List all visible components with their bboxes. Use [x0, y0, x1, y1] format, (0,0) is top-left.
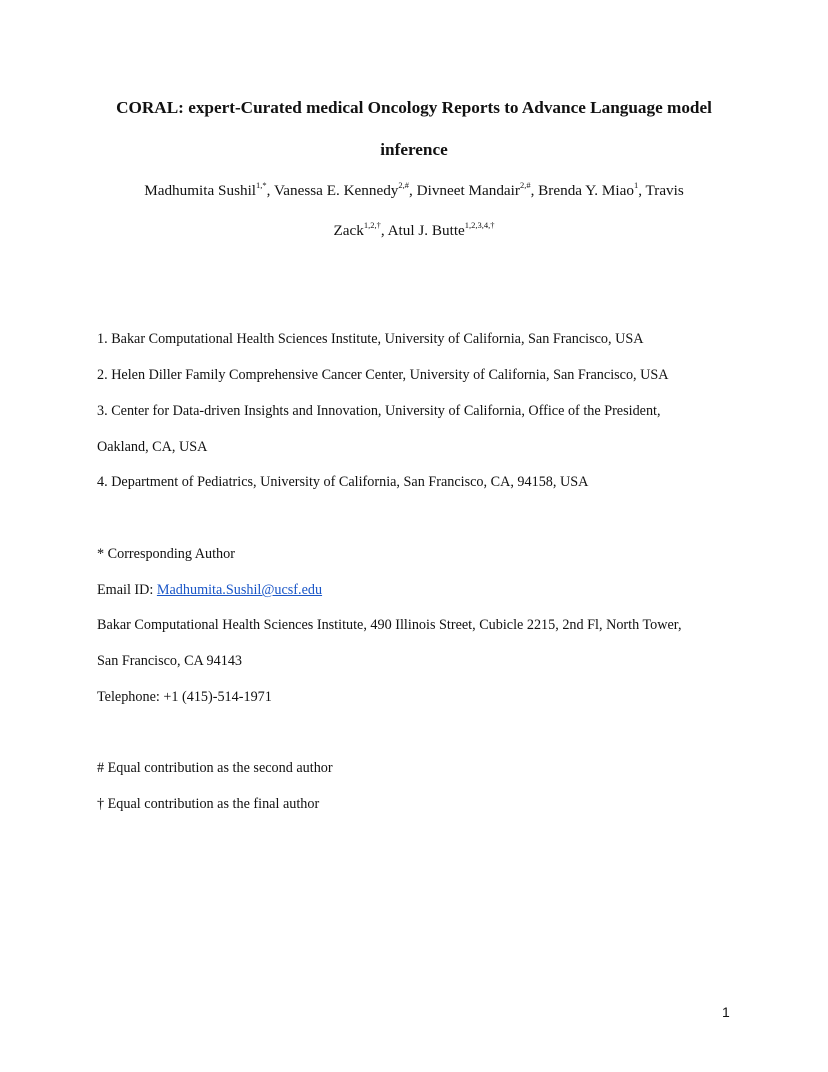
equal-contribution-second-note: # Equal contribution as the second author — [97, 760, 333, 776]
author-affiliation-marker: 1,2,3,4,† — [464, 220, 495, 230]
affiliation-3: 3. Center for Data-driven Insights and Innovation, University of California, Office of the President, — [97, 403, 661, 419]
address-line-1: Bakar Computational Health Sciences Institute, 490 Illinois Street, Cubicle 2215, 2nd Fl, North Tower, — [97, 617, 682, 633]
author-name: Atul J. Butte — [387, 222, 465, 239]
author-name: Madhumita Sushil — [144, 182, 257, 199]
affiliation-2: 2. Helen Diller Family Comprehensive Cancer Center, University of California, San Francisco, USA — [97, 367, 669, 383]
address-line-2: San Francisco, CA 94143 — [97, 653, 243, 669]
author-separator: , — [530, 182, 539, 199]
author-name-part: Zack — [333, 222, 364, 239]
author-affiliation-marker: 2,# — [519, 180, 531, 190]
author-name: Brenda Y. Miao — [538, 182, 634, 199]
affiliation-3-continued: Oakland, CA, USA — [97, 439, 208, 455]
paper-title-line-2: inference — [380, 140, 448, 159]
author-separator: , — [638, 182, 646, 199]
paper-title-line-1: CORAL: expert-Curated medical Oncology Reports to Advance Language model — [116, 98, 712, 117]
affiliation-4: 4. Department of Pediatrics, University of California, San Francisco, CA, 94158, USA — [97, 474, 589, 490]
email-line — [97, 581, 322, 599]
author-list-line-2 — [0, 221, 828, 242]
telephone: Telephone: +1 (415)-514-1971 — [97, 689, 272, 705]
email-link[interactable]: Madhumita.Sushil@ucsf.edu — [156, 582, 323, 598]
author-separator: , — [380, 222, 388, 239]
author-name-part: Travis — [645, 182, 684, 199]
affiliation-1: 1. Bakar Computational Health Sciences Institute, University of California, San Francisco, USA — [97, 331, 644, 347]
page-number: 1 — [722, 1004, 730, 1020]
author-separator: , — [266, 182, 274, 199]
author-name: Divneet Mandair — [416, 182, 520, 199]
author-affiliation-marker: 2,# — [398, 180, 410, 190]
author-affiliation-marker: 1 — [633, 180, 639, 190]
author-affiliation-marker: 1,2,† — [363, 220, 381, 230]
corresponding-author-heading: * Corresponding Author — [97, 546, 235, 562]
email-label: Email ID: — [97, 582, 157, 598]
author-name: Vanessa E. Kennedy — [273, 182, 399, 199]
author-list-line-1 — [0, 181, 828, 202]
equal-contribution-final-note: † Equal contribution as the final author — [97, 796, 320, 812]
author-affiliation-marker: 1,* — [256, 180, 267, 190]
author-separator: , — [409, 182, 417, 199]
